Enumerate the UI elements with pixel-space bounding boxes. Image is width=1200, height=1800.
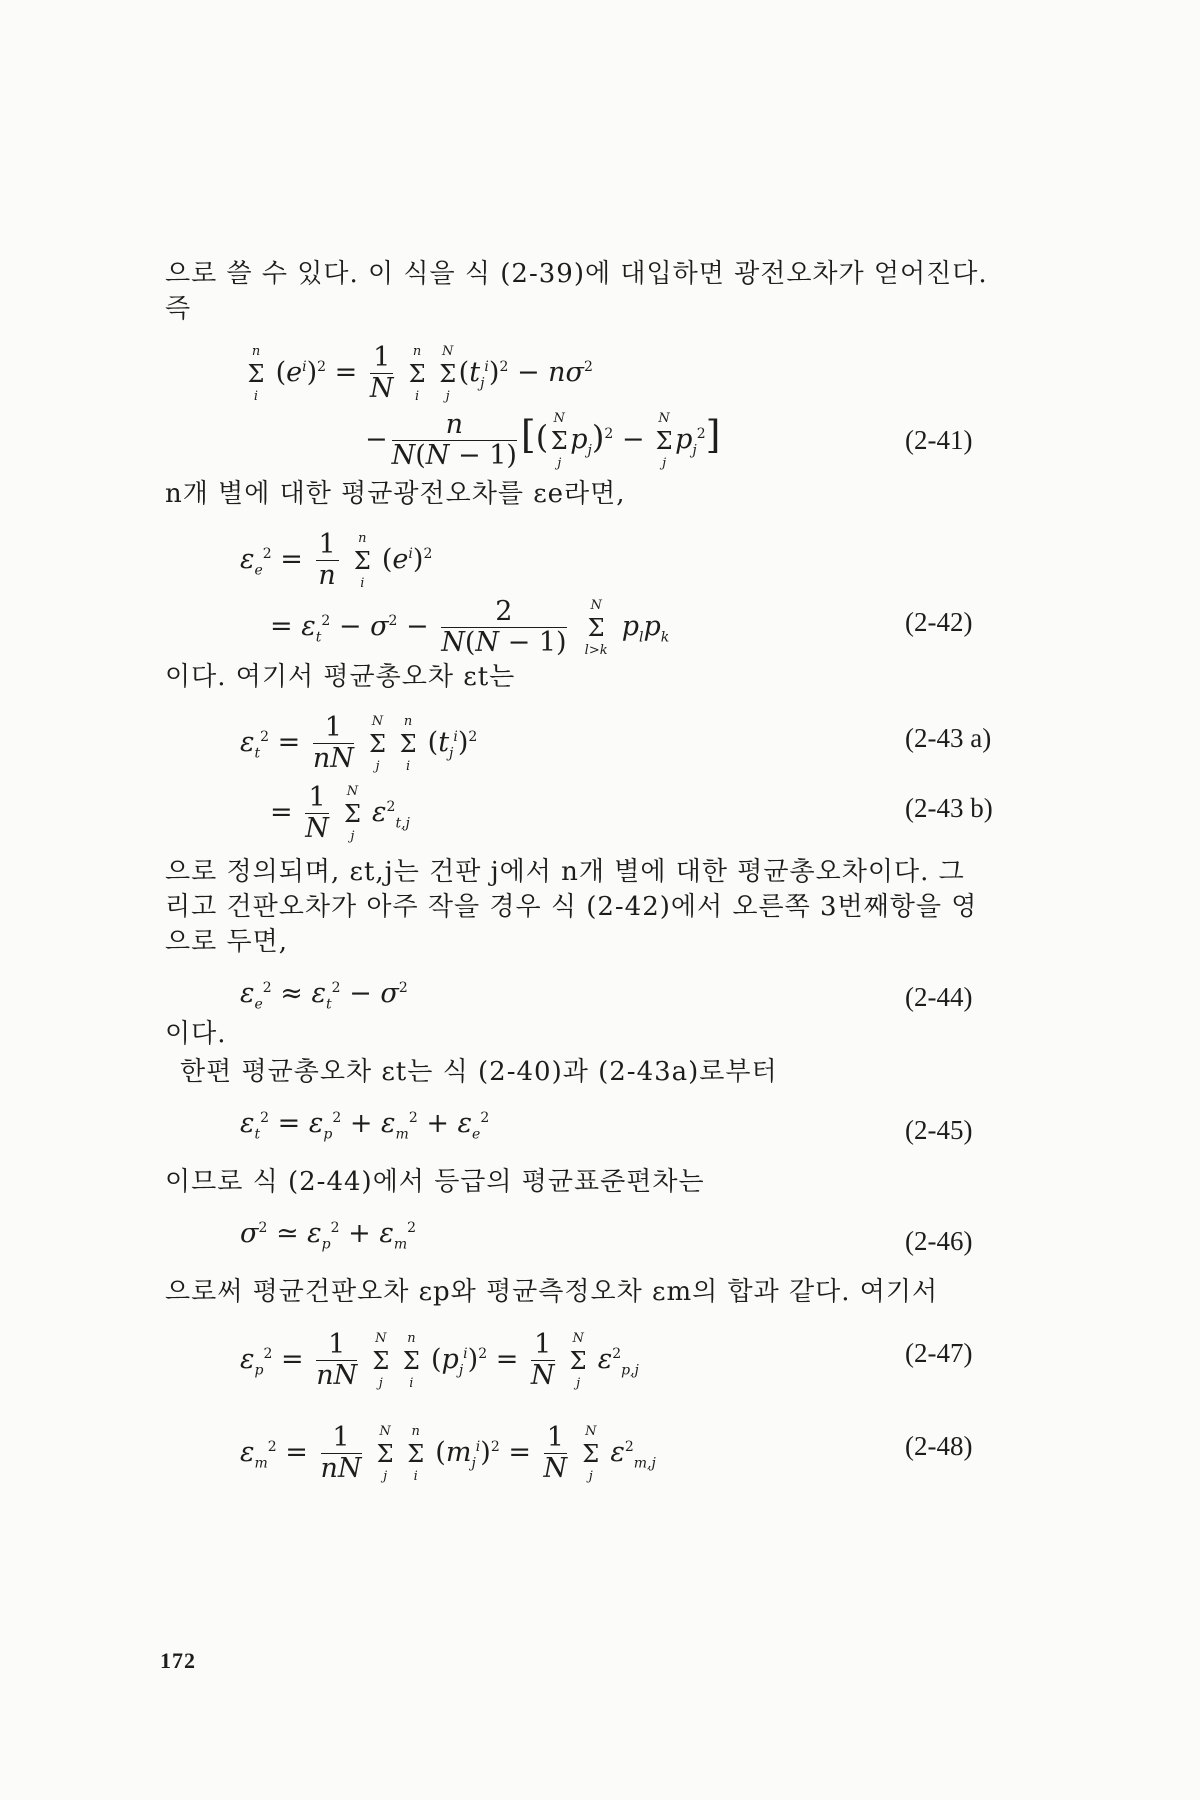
equation-number-2-41: (2-41) bbox=[905, 425, 973, 455]
paragraph-8: 으로써 평균건판오차 εp와 평균측정오차 εm의 합과 같다. 여기서 bbox=[165, 1277, 939, 1307]
equation-number-2-48: (2-48) bbox=[905, 1431, 973, 1461]
paragraph-4-line-3: 으로 두면, bbox=[165, 927, 288, 957]
equation-number-2-43b: (2-43 b) bbox=[905, 793, 993, 823]
equation-2-43a: $\varepsilon_t^2$ = $\frac{1}{nN}$ N Σ j n Σ i $(t_j^i)^2$ bbox=[240, 712, 478, 774]
paragraph-1-line-1: 으로 쓸 수 있다. 이 식을 식 (2-39)에 대입하면 광전오차가 얻어진다. bbox=[165, 259, 988, 289]
equation-2-47: $\varepsilon_p^2$ = $\frac{1}{nN}$ N Σ j n Σ i $(p_j^i)^2$ = $\frac{1}{N}$ N Σ j $\varepsilon^2_{p,j}$ bbox=[240, 1329, 639, 1391]
paragraph-1-line-2: 즉 bbox=[165, 294, 192, 324]
paragraph-6: 한편 평균총오차 εt는 식 (2-40)과 (2-43a)로부터 bbox=[180, 1057, 778, 1087]
equation-2-46: $\sigma^2$ ≃ $\varepsilon_p^2 + \varepsilon_m^2$ bbox=[240, 1218, 417, 1253]
equation-number-2-43a: (2-43 a) bbox=[905, 723, 992, 753]
equation-number-2-47: (2-47) bbox=[905, 1338, 973, 1368]
equation-2-44: $\varepsilon_e^2 \approx \varepsilon_t^2 - \sigma^2$ bbox=[240, 978, 408, 1013]
equation-number-2-42: (2-42) bbox=[905, 607, 973, 637]
paragraph-7: 이므로 식 (2-44)에서 등급의 평균표준편차는 bbox=[165, 1167, 705, 1197]
paragraph-4-line-1: 으로 정의되며, εt,j는 건판 j에서 n개 별에 대한 평균총오차이다. 그 bbox=[165, 857, 965, 887]
paragraph-5: 이다. bbox=[165, 1019, 227, 1049]
equation-number-2-44: (2-44) bbox=[905, 982, 973, 1012]
paragraph-3: 이다. 여기서 평균총오차 εt는 bbox=[165, 662, 516, 692]
equation-2-42-line-1: $\varepsilon_e^2$ = $\frac{1}{n}$ n Σ i $(e^i)^2$ bbox=[240, 529, 433, 591]
paragraph-2: n개 별에 대한 평균광전오차를 εe라면, bbox=[165, 479, 626, 509]
paragraph-4-line-2: 리고 건판오차가 아주 작을 경우 식 (2-42)에서 오른쪽 3번째항을 영 bbox=[165, 892, 978, 922]
equation-2-42-line-2: = $\varepsilon_t^2 - \sigma^2$ − $\frac{2}{N(N - 1)}$ N Σ l>k $p_lp_k$ bbox=[270, 596, 670, 658]
equation-2-41-line-1: n Σ i $(e^i)^2$ = $\frac{1}{N}$ n Σ i N Σ j $(t_j^i)^2 - n\sigma^2$ bbox=[247, 342, 593, 404]
equation-number-2-46: (2-46) bbox=[905, 1226, 973, 1256]
equation-number-2-45: (2-45) bbox=[905, 1115, 973, 1145]
equation-2-41-line-2: − $\frac{n}{N(N - 1)}$ [( N Σ j $p_j)^2$ − N Σ j $p_j^2$] bbox=[365, 409, 721, 471]
equation-2-45: $\varepsilon_t^2 = \varepsilon_p^2 + \varepsilon_m^2 + \varepsilon_e^2$ bbox=[240, 1108, 490, 1143]
page-number: 172 bbox=[160, 1648, 196, 1673]
equation-2-48: $\varepsilon_m^2$ = $\frac{1}{nN}$ N Σ j n Σ i $(m_j^i)^2$ = $\frac{1}{N}$ N Σ j $\varepsilon^2_{m,j}$ bbox=[240, 1422, 656, 1484]
equation-2-43b: = $\frac{1}{N}$ N Σ j $\varepsilon^2_{t,j}$ bbox=[270, 782, 410, 844]
